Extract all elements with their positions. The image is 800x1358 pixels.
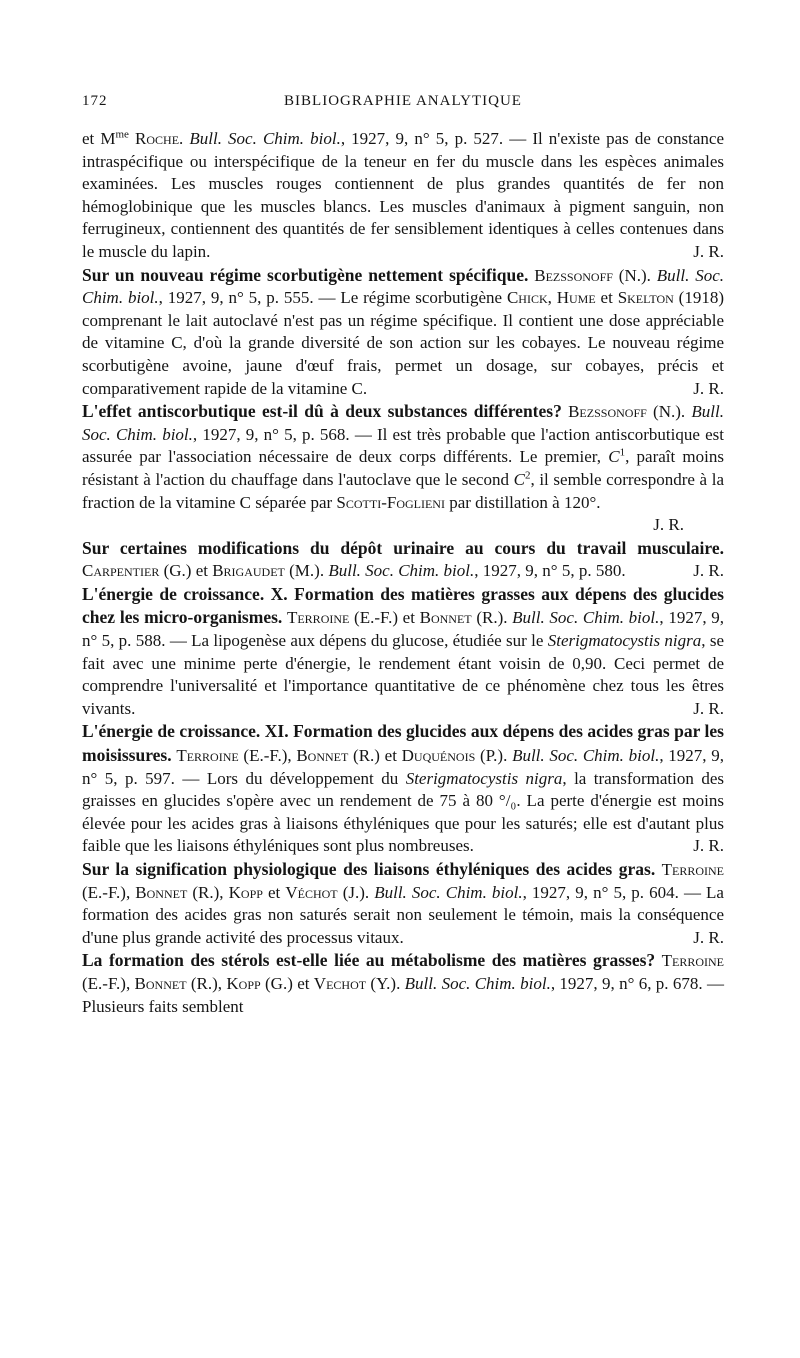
journal-name: Bull. Soc. Chim. biol.: [512, 746, 660, 766]
abstract-title: Sur un nouveau régime scorbutigène nettement spécifique.: [82, 264, 529, 285]
running-title: BIBLIOGRAPHIE ANALYTIQUE: [284, 93, 522, 109]
author-name: Kopp: [228, 882, 263, 902]
signature: J. R.: [693, 241, 724, 261]
author-name: Bonnet: [135, 882, 188, 902]
author-name: Bonnet: [134, 973, 187, 993]
abstract-title: Sur certaines modifications du dépôt urinaire au cours du travail musculaire.: [82, 537, 724, 558]
author-name: Terroine: [661, 860, 724, 879]
abstract-title: L'énergie de croissance. XI. Formation des glucides aux dépens des acides gras par les moisissures.: [82, 721, 724, 766]
author-name: Vechot: [313, 973, 367, 993]
author-name: Terroine: [661, 951, 724, 971]
page-body: [82, 128, 724, 1018]
abstract-3: Sur certaines modifications du dépôt urinaire au cours du travail musculaire. Carpentier (G.) et Brigaudet (M.). Bull. Soc. Chim. biol., 1927, 9, n° 5, p. 580. J. R.: [82, 537, 724, 583]
author-name: Bezssonoff: [534, 265, 613, 285]
abstract-title: Sur la signification physiologique des liaisons éthyléniques des acides gras.: [82, 859, 656, 879]
running-header: [82, 93, 724, 117]
author-name: Carpentier: [82, 561, 160, 581]
author-name: Kopp: [226, 973, 261, 993]
journal-name: Bull. Soc. Chim. biol.: [82, 265, 725, 308]
journal-name: Bull. Soc. Chim. biol.: [374, 882, 523, 902]
author-name: Duquénois: [401, 746, 476, 766]
author-name: Bezssonoff: [568, 402, 647, 422]
abstract-title: L'effet antiscorbutique est-il dû à deux substances différentes?: [82, 401, 562, 422]
signature: J. R.: [693, 561, 724, 581]
abstract-7: La formation des stérols est-elle liée au métabolisme des matières grasses? Terroine (E.-F.), Bonnet (R.), Kopp (G.) et Vechot (Y.). Bull. Soc. Chim. biol., 1927, 9, n° 6, p. 678. — Plusieurs faits semblent: [82, 950, 724, 1016]
abstract-6: Sur la signification physiologique des liaisons éthyléniques des acides gras. Terroine (E.-F.), Bonnet (R.), Kopp et Véchot (J.). Bull. Soc. Chim. biol., 1927, 9, n° 5, p. 604. — La formation des acides gras non saturés serait non seulement le témoin, mais la conséquence d'une plus grande activité des processus vitaux. J. R.: [82, 858, 724, 949]
abstract-1: Sur un nouveau régime scorbutigène nettement spécifique. Bezssonoff (N.). Bull. Soc. Chim. biol., 1927, 9, n° 5, p. 555. — Le régime scorbutigène Chick, Hume et Skelton (1918) comprenant le lait autoclavé n'est pas un régime spécifique. Il contient une dose appréciable de vitamine C, d'où la grande diversité de son action sur les cobayes. Le nouveau régime scorbutigène avoine, jaune d'œuf frais, permet un dosage, sur cobayes, précis et comparativement rapide de la vitamine C. J. R.: [82, 264, 724, 401]
abstract-2: L'effet antiscorbutique est-il dû à deux substances différentes? Bezssonoff (N.). Bull. Soc. Chim. biol., 1927, 9, n° 5, p. 568. — Il est très probable que l'action antiscorbutique est assurée par l'association nécessaire de deux corps différents. Le premier, $C^1$, paraît moins résistant à l'action du chauffage dans l'autoclave que le second $C^2$, il semble correspondre à la fraction de la vitamine C séparée par Scotti-Foglieni par distillation à 120°.: [82, 401, 724, 512]
page-number: 172: [82, 93, 108, 109]
author-name: Bonnet: [419, 608, 472, 628]
abstract-4: L'énergie de croissance. X. Formation des matières grasses aux dépens des glucides chez les micro-organismes. Terroine (E.-F.) et Bonnet (R.). Bull. Soc. Chim. biol., 1927, 9, n° 5, p. 588. — La lipogenèse aux dépens du glucose, étudiée sur le Sterigmatocystis nigra, se fait avec une minime perte d'énergie, le rendement étant voisin de 0,90. Ceci permet de comprendre l'universalité et l'importance quantitative de ce phénomène chez tous les êtres vivants. J. R.: [82, 583, 724, 721]
journal-name: Bull. Soc. Chim. biol.: [82, 402, 724, 444]
journal-name: Bull. Soc. Chim. biol.: [404, 973, 551, 993]
journal-name: Bull. Soc. Chim. biol.: [189, 129, 341, 148]
author-name: Bonnet: [296, 746, 349, 766]
author-name: Roche: [135, 129, 180, 148]
author-name: Véchot: [285, 882, 338, 902]
signature: J. R.: [693, 836, 724, 856]
signature: J. R.: [653, 515, 684, 535]
abstract-5: L'énergie de croissance. XI. Formation des glucides aux dépens des acides gras par les moisissures. Terroine (E.-F.), Bonnet (R.) et Duquénois (P.). Bull. Soc. Chim. biol., 1927, 9, n° 5, p. 597. — Lors du développement du Sterigmatocystis nigra, la transformation des graisses en glucides s'opère avec un rendement de 75 à 80 °/₀. La perte d'énergie est moins élevée pour les acides gras à liaisons éthyléniques que pour les saturés; elle est d'autant plus faible que les liaisons éthyléniques sont plus nombreuses. J. R.: [82, 720, 724, 858]
journal-name: Bull. Soc. Chim. biol.: [328, 561, 475, 581]
abstract-title: L'énergie de croissance. X. Formation des matières grasses aux dépens des glucides chez les micro-organismes.: [82, 583, 724, 628]
signature: J. R.: [693, 927, 724, 947]
abstract-continuation: et $M^{me}$ Roche. Bull. Soc. Chim. biol., 1927, 9, n° 5, p. 527. — Il n'existe pas de constance intraspécifique ou interspécifique de la teneur en fer du muscle dans les espèces animales examinées. Les muscles rouges contiennent de plus grandes quantités de fer non hémoglobinique que les muscles blancs. Les muscles d'animaux à pigment sanguin, non ferrugineux, contiennent des quantités de fer sensiblement identiques à celles contenues dans le muscle du lapin. J. R.: [82, 128, 724, 264]
signature: J. R.: [693, 378, 724, 398]
journal-name: Bull. Soc. Chim. biol.: [512, 608, 660, 628]
signature: J. R.: [693, 698, 724, 718]
author-name: Terroine: [176, 746, 239, 766]
abstract-title: La formation des stérols est-elle liée au métabolisme des matières grasses?: [82, 950, 656, 971]
author-name: Terroine: [286, 608, 350, 628]
author-name: Brigaudet: [212, 561, 285, 581]
